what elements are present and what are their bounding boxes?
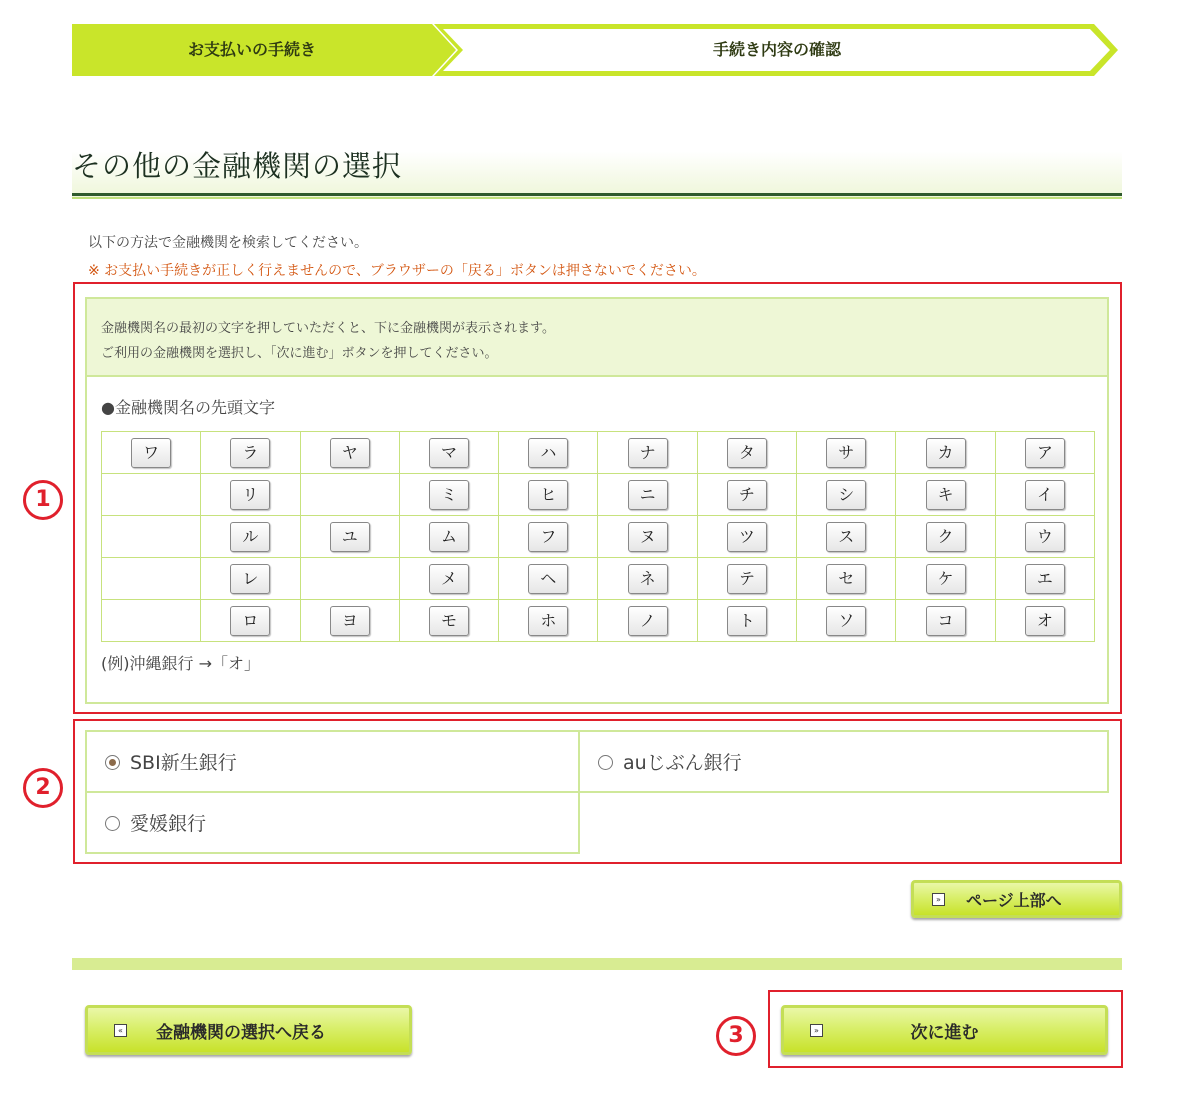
page-title: その他の金融機関の選択 [72,149,403,183]
kana-button-chi[interactable]: チ [727,480,767,510]
back-to-bank-selection-button[interactable] [85,1005,412,1055]
kana-button-ro[interactable]: ロ [230,606,270,636]
kana-button-na[interactable]: ナ [628,438,668,468]
kana-button-mu[interactable]: ム [429,522,469,552]
bank-name-label: SBI新生銀行 [130,752,237,774]
annotation-frame-3 [768,990,1123,1068]
kana-button-su[interactable]: ス [826,522,866,552]
annotation-frame-2 [73,719,1122,864]
kana-button-no[interactable]: ノ [628,606,668,636]
kana-button-ri[interactable]: リ [230,480,270,510]
double-chevron-right-icon: » [932,893,945,906]
kana-button-nu[interactable]: ヌ [628,522,668,552]
kana-button-ku[interactable]: ク [926,522,966,552]
kana-button-ta[interactable]: タ [727,438,767,468]
bank-name-label: auじぶん銀行 [623,752,742,774]
kana-subheading: ●金融機関名の先頭文字 [101,398,275,417]
search-example: (例)沖縄銀行 →「オ」 [101,654,260,673]
step-2-label: 手続き内容の確認 [712,40,841,59]
bank-name-label: 愛媛銀行 [130,813,207,835]
kana-button-so[interactable]: ソ [826,606,866,636]
back-button-warning: ※ お支払い手続きが正しく行えませんので、ブラウザーの「戻る」ボタンは押さないでください。 [88,263,706,279]
page-top-button-label: ページ上部へ [966,890,1062,910]
section-divider [72,958,1122,970]
kana-button-to[interactable]: ト [727,606,767,636]
step-1-label: お支払いの手続き [187,40,316,59]
kana-button-tsu[interactable]: ツ [727,522,767,552]
double-chevron-left-icon: « [114,1024,127,1037]
kana-button-shi[interactable]: シ [826,480,866,510]
title-underline-accent [72,197,1122,199]
kana-button-ko[interactable]: コ [926,606,966,636]
kana-button-fu[interactable]: フ [528,522,568,552]
kana-button-ru[interactable]: ル [230,522,270,552]
kana-button-ya[interactable]: ヤ [330,438,370,468]
page-title-area [72,140,1122,198]
page-top-button[interactable] [911,880,1122,918]
instruction-line-2: ご利用の金融機関を選択し、「次に進む」ボタンを押してください。 [101,346,498,361]
next-button-label: 次に進む [910,1022,979,1043]
kana-button-ni[interactable]: ニ [628,480,668,510]
title-underline [72,193,1122,196]
kana-button-he[interactable]: ヘ [528,564,568,594]
double-chevron-right-icon: » [810,1024,823,1037]
kana-button-o[interactable]: オ [1025,606,1065,636]
annotation-marker-3: 3 [716,1016,756,1056]
kana-button-re[interactable]: レ [230,564,270,594]
intro-text: 以下の方法で金融機関を検索してください。 [88,235,368,251]
kana-button-ha[interactable]: ハ [528,438,568,468]
kana-button-a[interactable]: ア [1025,438,1065,468]
kana-button-ke[interactable]: ケ [926,564,966,594]
kana-button-yu[interactable]: ユ [330,522,370,552]
annotation-marker-2: 2 [23,768,63,808]
kana-button-se[interactable]: セ [826,564,866,594]
annotation-frame-1 [73,282,1122,714]
kana-button-ki[interactable]: キ [926,480,966,510]
kana-button-i[interactable]: イ [1025,480,1065,510]
kana-button-me[interactable]: メ [429,564,469,594]
kana-button-hi[interactable]: ヒ [528,480,568,510]
kana-button-u[interactable]: ウ [1025,522,1065,552]
kana-button-ho[interactable]: ホ [528,606,568,636]
kana-button-e[interactable]: エ [1025,564,1065,594]
kana-button-ne[interactable]: ネ [628,564,668,594]
instruction-line-1: 金融機関名の最初の文字を押していただくと、下に金融機関が表示されます。 [101,321,555,336]
kana-button-mi[interactable]: ミ [429,480,469,510]
kana-button-yo[interactable]: ヨ [330,606,370,636]
kana-button-sa[interactable]: サ [826,438,866,468]
kana-button-mo[interactable]: モ [429,606,469,636]
kana-button-te[interactable]: テ [727,564,767,594]
annotation-marker-1: 1 [23,480,63,520]
kana-button-wa[interactable]: ワ [131,438,171,468]
kana-button-ma[interactable]: マ [429,438,469,468]
back-button-label: 金融機関の選択へ戻る [156,1022,326,1043]
kana-button-ra[interactable]: ラ [230,438,270,468]
kana-button-ka[interactable]: カ [926,438,966,468]
step-progress-bar [72,24,1122,76]
